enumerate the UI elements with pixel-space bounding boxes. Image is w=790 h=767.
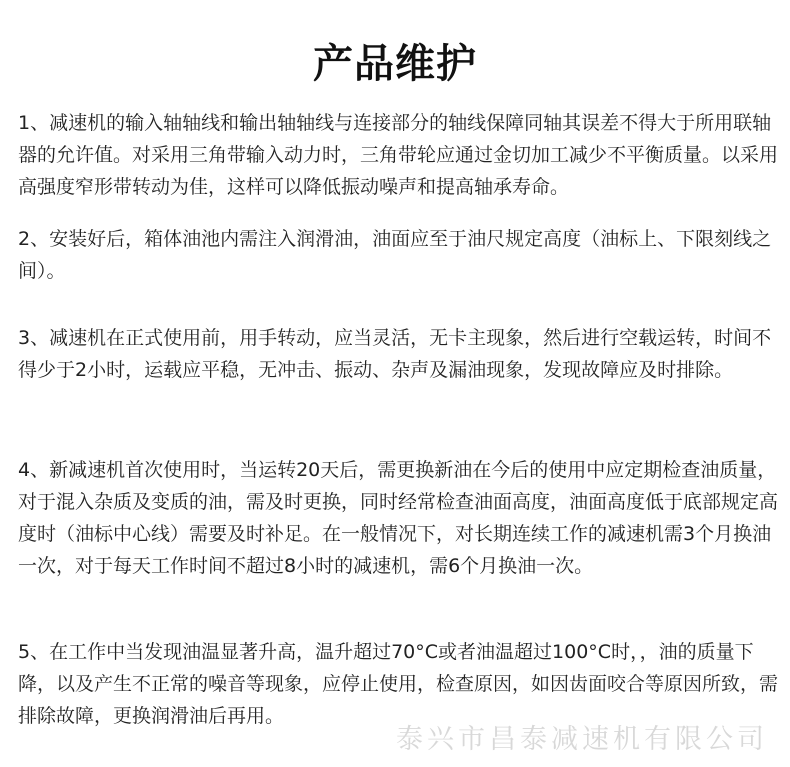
maintenance-item-4: 4、新减速机首次使用时，当运转20天后，需更换新油在今后的使用中应定期检查油质量，对于混入杂质及变质的油，需及时更换，同时经常检查油面高度，油面高度低于底部规定高度时（油标中心线）需要及时补足。在一般情况下，对长期连续工作的减速机需3个月换油一次，对于每天工作时间不超过8小时的减速机，需6个月换油一次。 bbox=[18, 459, 779, 577]
maintenance-item-2: 2、安装好后，箱体油池内需注入润滑油，油面应至于油尺规定高度（油标上、下限刻线之间）。 bbox=[18, 228, 772, 282]
maintenance-item-1: 1、减速机的输入轴轴线和输出轴轴线与连接部分的轴线保障同轴其误差不得大于所用联轴器的允许值。对采用三角带输入动力时，三角带轮应通过金切加工减少不平衡质量。以采用高强度窄形带转动为佳，这样可以降低振动噪声和提高轴承寿命。 bbox=[18, 112, 779, 198]
company-watermark: 泰兴市昌泰减速机有限公司 bbox=[396, 724, 768, 755]
maintenance-item-5: 5、在工作中当发现油温显著升高，温升超过70°C或者油温超过100°C时，，油的质量下降，以及产生不正常的噪音等现象，应停止使用，检查原因，如因齿面咬合等原因所致，需排除故障，更换润滑油后再用。 bbox=[18, 641, 779, 727]
maintenance-item-3: 3、减速机在正式使用前，用手转动，应当灵活，无卡主现象，然后进行空载运转，时间不得少于2小时，运载应平稳，无冲击、振动、杂声及漏油现象，发现故障应及时排除。 bbox=[18, 327, 772, 381]
page-title: 产品维护 bbox=[313, 41, 477, 87]
